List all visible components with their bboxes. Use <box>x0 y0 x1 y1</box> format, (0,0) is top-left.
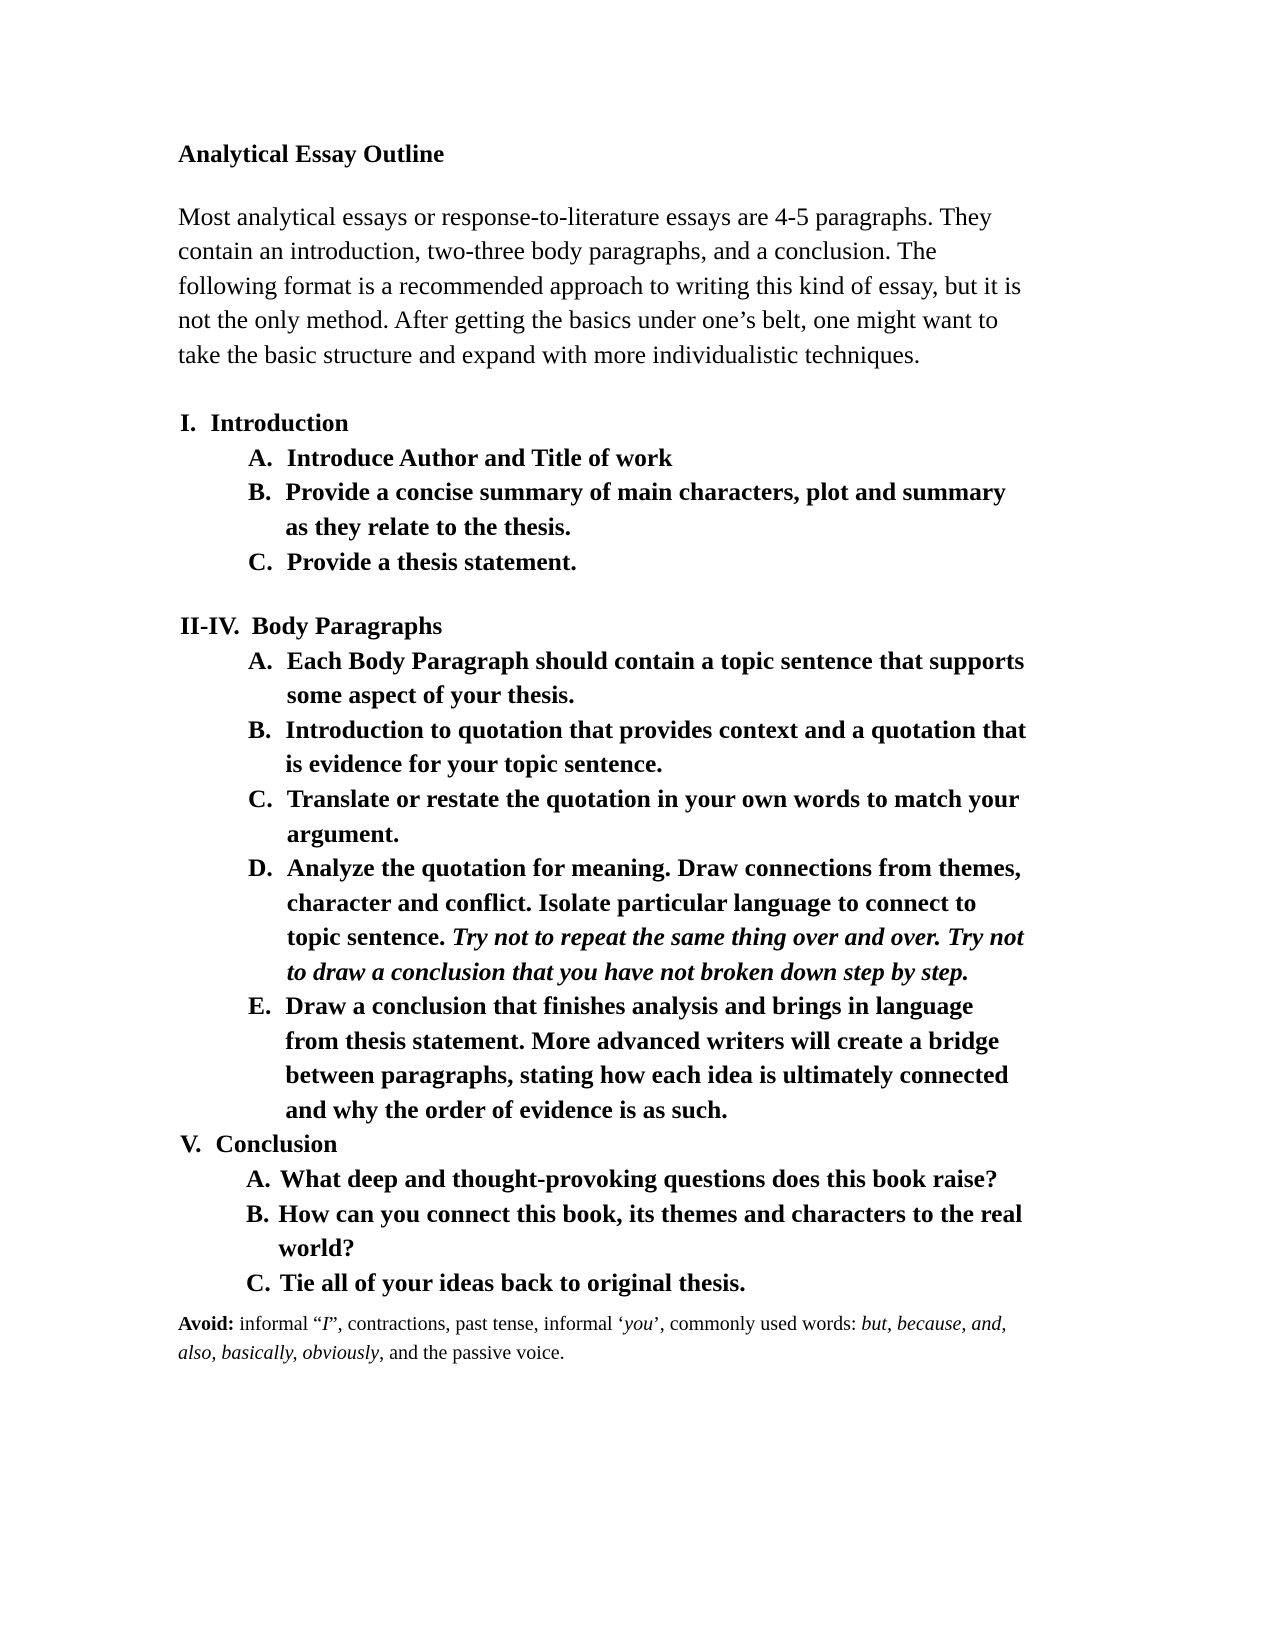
item-text-plain: Analyze the quotation for meaning. Draw connections from themes, character and conflict. Isolate particular language to connect to topic sentence. <box>286 853 1022 952</box>
item-marker: A. <box>246 1164 271 1194</box>
item-text: How can you connect this book, its themes and characters to the real world? <box>278 1198 1023 1263</box>
avoid-italic-you: you <box>624 1313 654 1336</box>
section-numeral: II-IV. <box>180 611 240 641</box>
item-text: What deep and thought-provoking questions does this book raise? <box>279 1164 998 1194</box>
avoid-note <box>178 1310 1008 1367</box>
outline-item-list <box>178 441 1100 579</box>
outline-item <box>178 441 1100 476</box>
outline-item-list <box>178 644 1100 1128</box>
section-spacer <box>178 579 1100 609</box>
item-text: Each Body Paragraph should contain a topic sentence that supports some aspect of your thesis. <box>286 645 1025 710</box>
section-heading <box>178 406 1100 441</box>
section-title: Conclusion <box>215 1129 338 1159</box>
avoid-italic-words: but, because, and, also, basically, obviously <box>178 1313 1007 1364</box>
outline-item <box>178 851 1100 989</box>
intro-paragraph: Most analytical essays or response-to-literature essays are 4-5 paragraphs. They contain an introduction, two-three body paragraphs, and a conclusion. The following format is a recommended approach to writing this kind of essay, but it is not the only method. After getting the basics under one’s belt, one might want to take the basic structure and expand with more individualistic techniques. <box>178 201 1022 369</box>
outline-section-introduction <box>178 406 1100 579</box>
avoid-label: Avoid: <box>178 1313 235 1336</box>
outline-item <box>178 713 1100 782</box>
item-marker: D. <box>248 853 273 883</box>
section-heading <box>178 609 1100 644</box>
item-text: Translate or restate the quotation in your own words to match your argument. <box>286 783 1019 848</box>
outline-item <box>178 1266 1100 1301</box>
outline-section-conclusion <box>178 1127 1100 1300</box>
item-marker: C. <box>246 1267 271 1297</box>
item-text: Introduction to quotation that provides context and a quotation that is evidence for your topic sentence. <box>285 714 1027 779</box>
avoid-part-3: ’, commonly used words: <box>653 1313 862 1336</box>
item-text <box>287 851 1032 989</box>
outline-item <box>178 1162 1100 1197</box>
item-marker: C. <box>248 546 273 576</box>
outline-item-list <box>178 1162 1100 1300</box>
avoid-part-1: informal “ <box>234 1313 323 1336</box>
avoid-part-4: , and the passive voice. <box>379 1341 565 1364</box>
section-numeral: V. <box>180 1129 202 1159</box>
item-marker: A. <box>248 645 273 675</box>
item-marker: B. <box>248 477 272 507</box>
item-text-italic: Try not to repeat the same thing over and over. Try not to draw a conclusion that you have not broken down step by step. <box>286 922 1024 986</box>
item-text: Provide a thesis statement. <box>286 546 577 576</box>
item-marker: E. <box>248 991 272 1021</box>
item-text: Tie all of your ideas back to original thesis. <box>279 1267 746 1297</box>
outline-item <box>178 644 1100 713</box>
section-title: Body Paragraphs <box>251 611 443 641</box>
outline-item <box>178 989 1100 1127</box>
avoid-part-2: ”, contractions, past tense, informal ‘ <box>328 1313 625 1336</box>
item-marker: C. <box>248 783 273 813</box>
item-marker: B. <box>246 1198 270 1228</box>
page-title: Analytical Essay Outline <box>178 141 445 168</box>
item-marker: B. <box>248 714 272 744</box>
outline-item <box>178 1197 1100 1266</box>
item-text: Draw a conclusion that finishes analysis and brings in language from thesis statement. More advanced writers will create a bridge between paragraphs, stating how each idea is ultimately connected and why the order of evidence is as such. <box>285 991 1009 1124</box>
section-title: Introduction <box>210 408 349 438</box>
outline-section-body-paragraphs <box>178 609 1100 1127</box>
avoid-italic-i: I <box>322 1313 329 1336</box>
item-text: Provide a concise summary of main characters, plot and summary as they relate to the thesis. <box>285 477 1006 541</box>
outline-item <box>178 782 1100 851</box>
outline-item <box>178 475 1100 544</box>
item-text: Introduce Author and Title of work <box>286 442 673 472</box>
outline-item <box>178 545 1100 580</box>
section-heading <box>178 1127 1100 1162</box>
item-marker: A. <box>248 442 273 472</box>
section-numeral: I. <box>180 408 197 438</box>
